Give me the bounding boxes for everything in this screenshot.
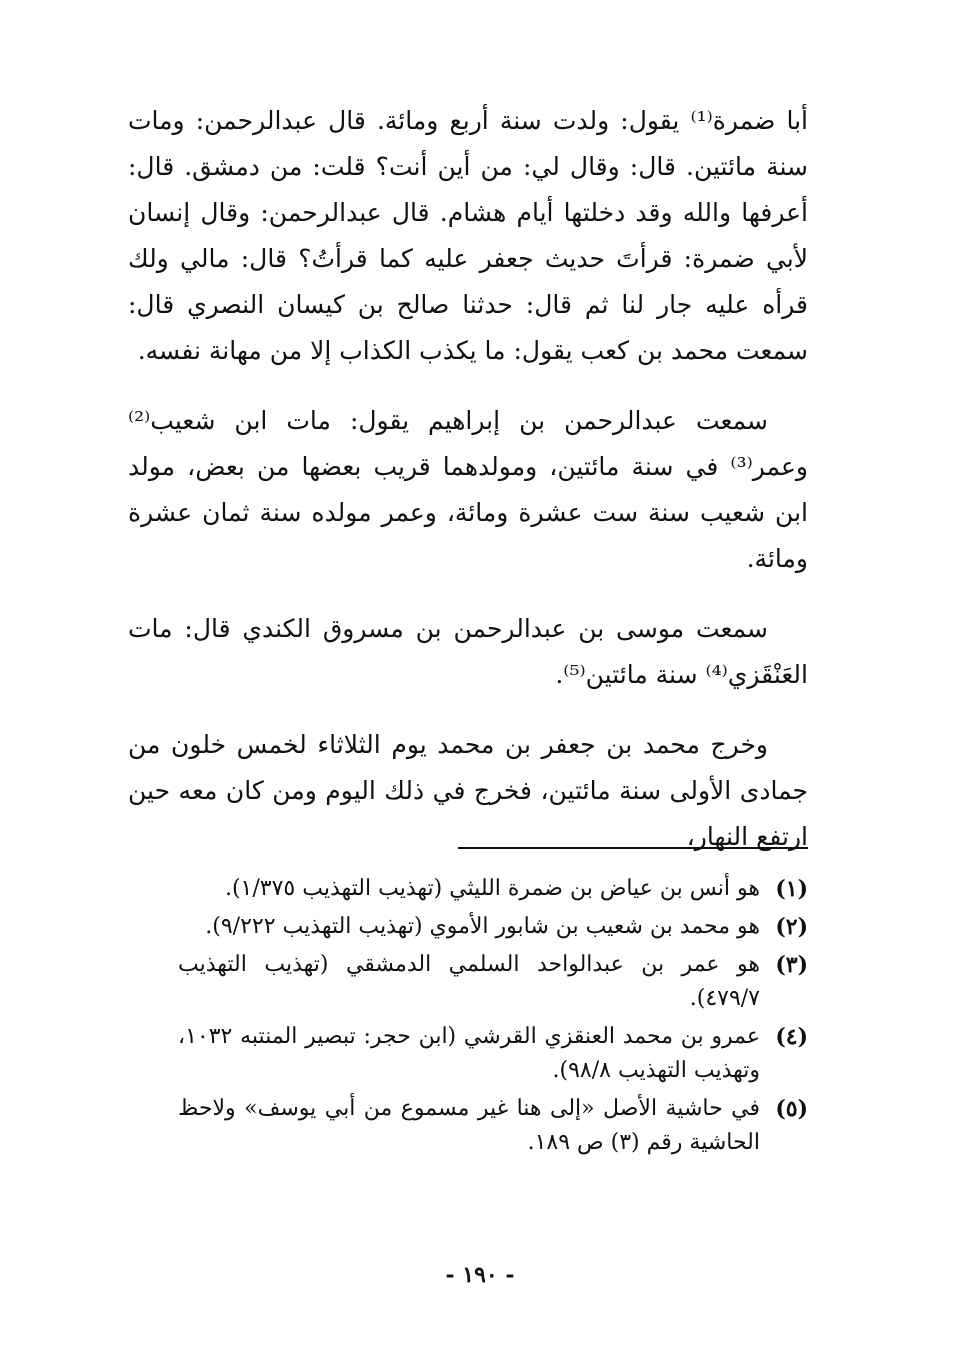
footnote-number: (١) (775, 876, 808, 902)
footnote-text: عمرو بن محمد العنقزي القرشي (ابن حجر: تبصير المنتبه ١٠٣٢، وتهذيب التهذيب ٩٨/٨). (178, 1024, 760, 1083)
footnote-separator (458, 847, 808, 849)
footnote-number: (٢) (775, 914, 808, 940)
footnote-text: هو عمر بن عبدالواحد السلمي الدمشقي (تهذيب التهذيب ٤٧٩/٧). (178, 952, 760, 1011)
page-number: - ١٩٠ - (445, 1262, 515, 1288)
footnote-1 (178, 872, 808, 906)
paragraph-3: سمعت موسى بن عبدالرحمن بن مسروق الكندي قال: مات العَنْقَزي⁽⁴⁾ سنة مائتين⁽⁵⁾. (128, 614, 808, 689)
paragraph-4: وخرج محمد بن جعفر بن محمد يوم الثلاثاء لخمس خلون من جمادى الأولى سنة مائتين، فخرج في ذلك اليوم ومن كان معه حين ارتفع النهار، (128, 730, 808, 851)
main-text (128, 98, 808, 884)
paragraph-1: أبا ضمرة⁽¹⁾ يقول: ولدت سنة أربع ومائة. قال عبدالرحمن: ومات سنة مائتين. قال: وقال لي: من أين أنت؟ قلت: من دمشق. قال: أعرفها والله وقد دخلتها أيام هشام. قال عبدالرحمن: وقال إنسان لأبي ضمرة: قرأتَ حديث جعفر عليه كما قرأتُ؟ قال: مالي ولك قرأه عليه جار لنا ثم قال: حدثنا صالح بن كيسان النصري قال: سمعت محمد بن كعب يقول: ما يكذب الكذاب إلا من مهانة نفسه. (128, 106, 808, 365)
footnote-text: هو محمد بن شعيب بن شابور الأموي (تهذيب التهذيب ٩/٢٢٢). (205, 914, 760, 939)
footnote-3 (178, 948, 808, 1016)
footnote-number: (٥) (775, 1096, 808, 1122)
footnote-number: (٣) (775, 952, 808, 978)
footnote-number: (٤) (775, 1024, 808, 1050)
footnote-4 (178, 1020, 808, 1088)
paragraph-2: سمعت عبدالرحمن بن إبراهيم يقول: مات ابن شعيب⁽²⁾ وعمر⁽³⁾ في سنة مائتين، ومولدهما قريب بعضها من بعض، مولد ابن شعيب سنة ست عشرة ومائة، وعمر مولده سنة ثمان عشرة ومائة. (128, 406, 808, 573)
footnote-5 (178, 1092, 808, 1160)
footnote-text: هو أنس بن عياض بن ضمرة الليثي (تهذيب التهذيب ١/٣٧٥). (224, 876, 760, 901)
footnote-text: في حاشية الأصل «إلى هنا غير مسموع من أبي يوسف» ولاحظ الحاشية رقم (٣) ص ١٨٩. (178, 1096, 760, 1155)
footnotes (178, 872, 808, 1164)
footnote-2 (178, 910, 808, 944)
